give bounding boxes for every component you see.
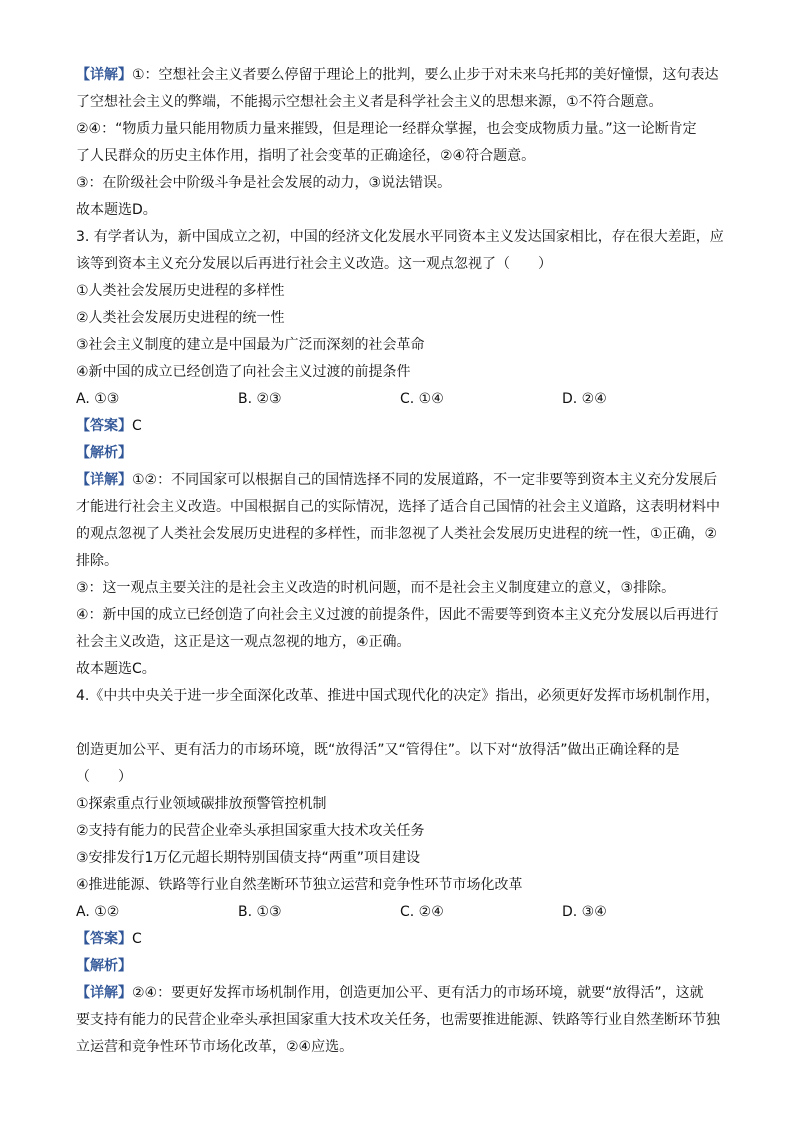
statement-item: ①探索重点行业领域碳排放预警管控机制 bbox=[76, 796, 327, 812]
question-4-stem-cont: 创造更加公平、更有活力的市场环境，既“放得活”又“管得住”。以下对“放得活”做出正确诠释的是 bbox=[76, 742, 680, 758]
option-b: B. ②③ bbox=[238, 391, 282, 407]
answer-label: 【答案】 bbox=[76, 418, 132, 434]
option-a: A. ①③ bbox=[76, 391, 120, 407]
explanation-24: ②④：“物质力量只能用物质力量来摧毁，但是理论一经群众掌握，也会变成物质力量。”这一论断肯定 bbox=[76, 121, 697, 137]
blank-gap bbox=[76, 710, 726, 737]
analysis-line bbox=[76, 953, 726, 980]
analysis-line bbox=[76, 440, 726, 467]
option-a: A. ①② bbox=[76, 904, 120, 920]
explanation-4-cont: 社会主义改造，这正是这一观点忽视的地方，④正确。 bbox=[76, 634, 411, 650]
option-c: C. ②④ bbox=[400, 904, 444, 920]
option-d: D. ②④ bbox=[562, 391, 607, 407]
explanation-3: ③：在阶级社会中阶级斗争是社会发展的动力，③说法错误。 bbox=[76, 175, 452, 191]
explanation-3: ③：这一观点主要关注的是社会主义改造的时机问题，而不是社会主义制度建立的意义，③排除。 bbox=[76, 580, 676, 596]
answer-options bbox=[76, 899, 726, 926]
detail-text: ①②：不同国家可以根据自己的国情选择不同的发展道路，不一定非要等到资本主义充分发展后 bbox=[132, 472, 718, 488]
answer-label: 【答案】 bbox=[76, 931, 132, 947]
conclusion: 故本题选C。 bbox=[76, 661, 156, 677]
detail-text-line: 才能进行社会主义改造。中国根据自己的实际情况，选择了适合自己国情的社会主义道路，这表明材料中 bbox=[76, 499, 720, 515]
analysis-label: 【解析】 bbox=[76, 445, 132, 461]
option-b: B. ①③ bbox=[238, 904, 282, 920]
explanation-4: ④：新中国的成立已经创造了向社会主义过渡的前提条件，因此不需要等到资本主义充分发展以后再进行 bbox=[76, 607, 719, 623]
statement-item: ④新中国的成立已经创造了向社会主义过渡的前提条件 bbox=[76, 364, 411, 380]
detail-text-line: 要支持有能力的民营企业牵头承担国家重大技术攻关任务，也需要推进能源、铁路等行业自然垄断环节独 bbox=[76, 1012, 720, 1028]
statement-item: ②人类社会发展历史进程的统一性 bbox=[76, 310, 285, 326]
answer-value: C bbox=[132, 931, 142, 947]
detail-label: 【详解】 bbox=[76, 985, 132, 1001]
answer-value: C bbox=[132, 418, 142, 434]
conclusion: 故本题选D。 bbox=[76, 202, 157, 218]
option-d: D. ③④ bbox=[562, 904, 607, 920]
question-3-stem-cont: 该等到资本主义充分发展以后再进行社会主义改造。这一观点忽视了（ ） bbox=[76, 256, 552, 272]
detail-text-line: 的观点忽视了人类社会发展历史进程的多样性，而非忽视了人类社会发展历史进程的统一性，①正确，② bbox=[76, 526, 718, 542]
answer-line bbox=[76, 926, 726, 953]
analysis-label: 【解析】 bbox=[76, 958, 132, 974]
question-3-stem: 3. 有学者认为，新中国成立之初，中国的经济文化发展水平同资本主义发达国家相比，存在很大差距，应 bbox=[76, 229, 724, 245]
detail-label: 【详解】 bbox=[76, 472, 132, 488]
answer-line bbox=[76, 413, 726, 440]
detail-text-line: 了空想社会主义的弊端，不能揭示空想社会主义者是科学社会主义的思想来源，①不符合题意。 bbox=[76, 94, 663, 110]
detail-paragraph bbox=[76, 980, 726, 1007]
detail-paragraph bbox=[76, 62, 726, 89]
question-4-blank: （ ） bbox=[76, 769, 132, 785]
statement-item: ④推进能源、铁路等行业自然垄断环节独立运营和竞争性环节市场化改革 bbox=[76, 877, 523, 893]
option-c: C. ①④ bbox=[400, 391, 444, 407]
statement-item: ③安排发行1万亿元超长期特别国债支持“两重”项目建设 bbox=[76, 850, 420, 866]
statement-item: ①人类社会发展历史进程的多样性 bbox=[76, 283, 285, 299]
detail-label: 【详解】 bbox=[76, 67, 132, 83]
question-4-stem: 4.《中共中央关于进一步全面深化改革、推进中国式现代化的决定》指出，必须更好发挥市场机制作用， bbox=[76, 688, 720, 704]
answer-options bbox=[76, 386, 726, 413]
statement-item: ②支持有能力的民营企业牵头承担国家重大技术攻关任务 bbox=[76, 823, 425, 839]
detail-text: ①：空想社会主义者要么停留于理论上的批判，要么止步于对未来乌托邦的美好憧憬，这句表达 bbox=[132, 67, 719, 83]
detail-text-line: 立运营和竞争性环节市场化改革，②④应选。 bbox=[76, 1039, 354, 1055]
explanation-24-cont: 了人民群众的历史主体作用，指明了社会变革的正确途径，②④符合题意。 bbox=[76, 148, 536, 164]
detail-paragraph bbox=[76, 467, 726, 494]
detail-text-line: 排除。 bbox=[76, 553, 118, 569]
detail-text: ②④：要更好发挥市场机制作用，创造更加公平、更有活力的市场环境，就要“放得活”，这就 bbox=[132, 985, 704, 1001]
document-page bbox=[76, 62, 726, 1061]
statement-item: ③社会主义制度的建立是中国最为广泛而深刻的社会革命 bbox=[76, 337, 425, 353]
